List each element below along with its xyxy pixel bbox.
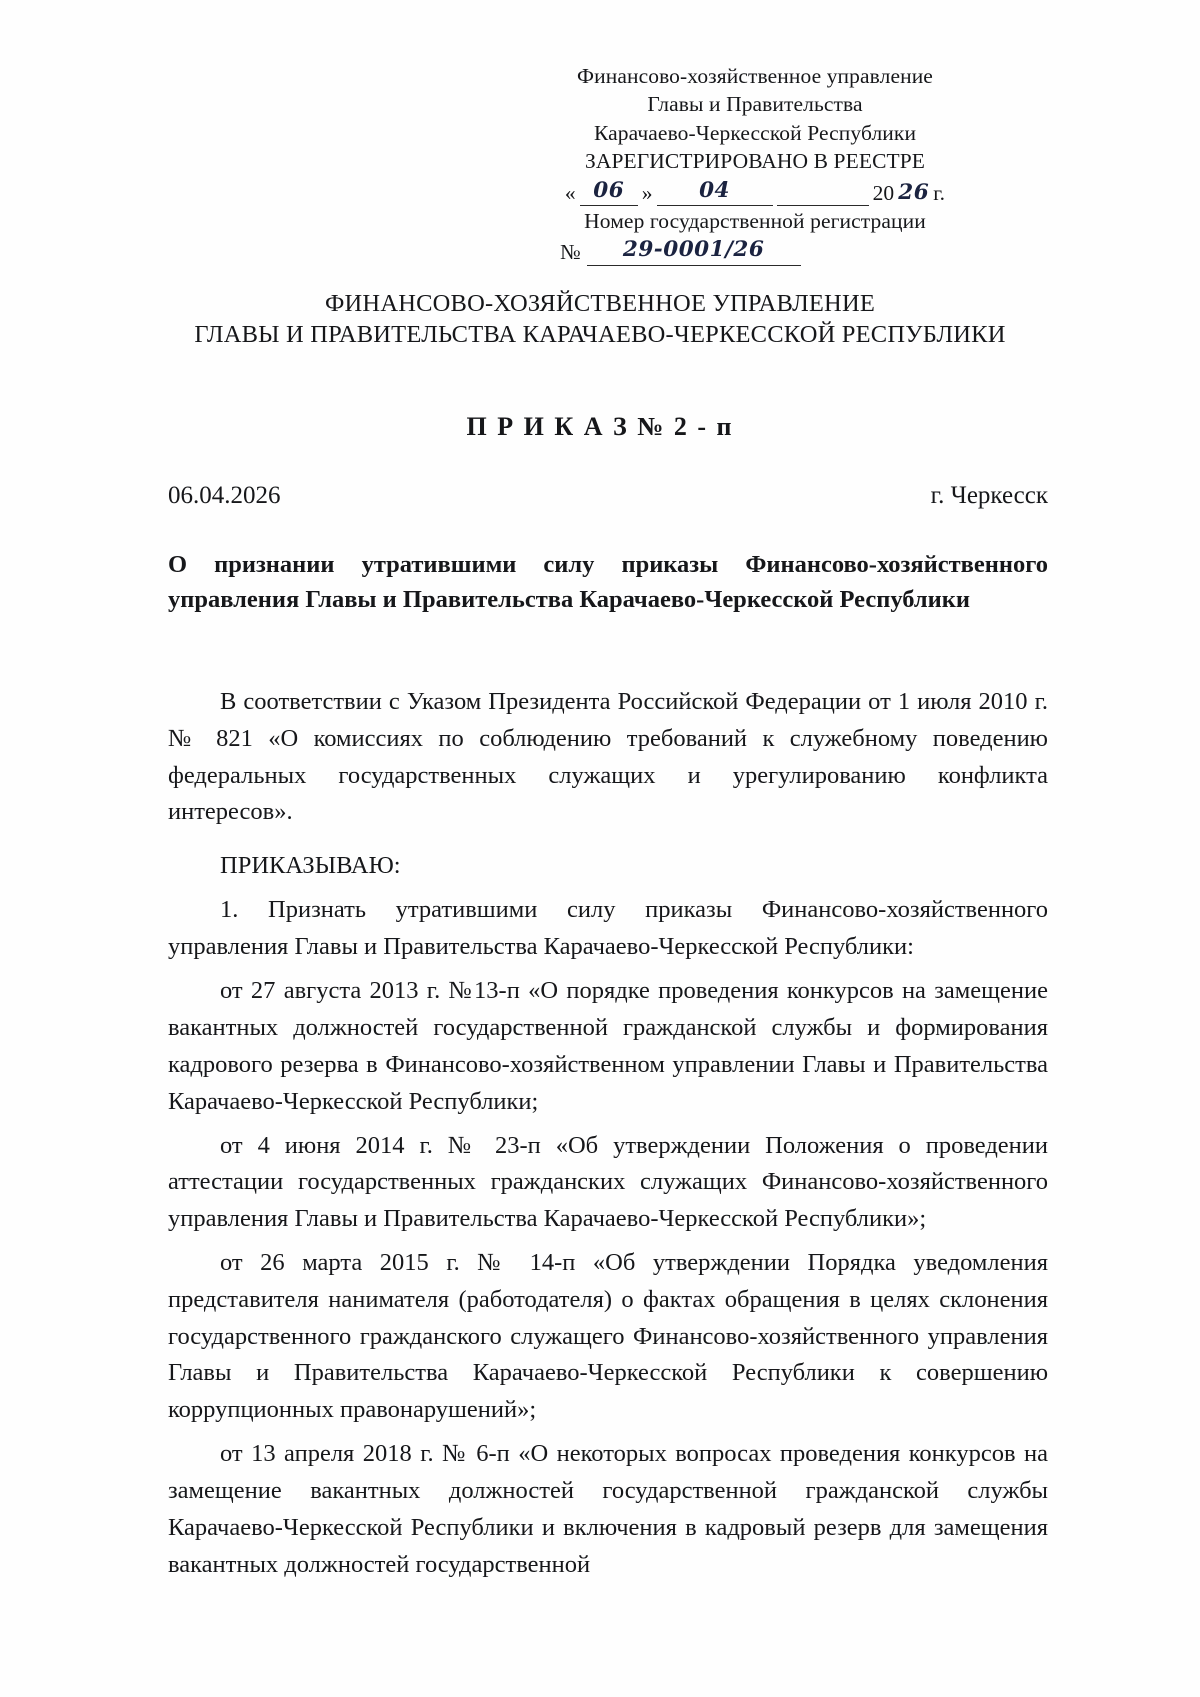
body-order-word: ПРИКАЗЫВАЮ: <box>220 852 401 880</box>
stamp-line-2: Главы и Правительства <box>647 92 863 117</box>
body-reference-4: от 13 апреля 2018 г. № 6-п «О некоторых вопросах проведения конкурсов на замещение вакантных должностей государственной гражданской службы Карачаево-Черкесской Республики и включения в кадровый резерв для замещения вакантных должностей государственной <box>168 1440 1048 1578</box>
body-item-1: 1. Признать утратившими силу приказы Финансово-хозяйственного управления Главы и Правительства Карачаево-Черкесской Республики: <box>168 896 1048 961</box>
organization-header <box>150 288 1050 351</box>
document-body <box>168 684 1048 1591</box>
order-subject: О признании утратившими силу приказы Финансово-хозяйственного управления Главы и Правительства Карачаево-Черкесской Республики <box>168 551 1048 613</box>
stamp-blank-line <box>777 177 869 206</box>
stamp-year-suffix: г. <box>933 180 946 205</box>
registration-stamp <box>520 62 990 267</box>
body-spacer <box>168 838 1048 848</box>
stamp-day-value: 06 <box>580 177 638 206</box>
order-city: г. Черкесск <box>930 482 1048 509</box>
body-reference-1: от 27 августа 2013 г. №13-п «О порядке проведения конкурсов на замещение вакантных должностей государственной гражданской службы и формирования кадрового резерва в Финансово-хозяйственном управлении Главы и Правительства Карачаево-Черкесской Республики; <box>168 977 1048 1115</box>
order-date: 06.04.2026 <box>168 482 281 509</box>
stamp-registered-label: ЗАРЕГИСТРИРОВАНО В РЕЕСТРЕ <box>584 149 926 174</box>
stamp-line-1: Финансово-хозяйственное управление <box>577 64 933 88</box>
stamp-year-value: 26 <box>898 179 930 205</box>
organization-line-1: ФИНАНСОВО-ХОЗЯЙСТВЕННОЕ УПРАВЛЕНИЕ <box>324 290 876 317</box>
stamp-regnumber-label: Номер государственной регистрации <box>584 208 926 233</box>
number-sign: № <box>560 240 581 265</box>
quote-open: « <box>564 180 576 205</box>
organization-line-2: ГЛАВЫ И ПРАВИТЕЛЬСТВА КАРАЧАЕВО-ЧЕРКЕССКОЙ РЕСПУБЛИКИ <box>194 321 1006 349</box>
stamp-year-prefix: 20 <box>872 180 895 205</box>
order-title: П Р И К А З № 2 - п <box>466 412 734 441</box>
stamp-date-line <box>520 178 990 207</box>
body-preamble: В соответствии с Указом Президента Российской Федерации от 1 июля 2010 г. № 821 «О комиссиях по соблюдению требований к служебному поведению федеральных государственных служащих и урегулированию конфликта интересов». <box>168 688 1048 826</box>
date-city-row <box>168 482 1048 510</box>
body-reference-2: от 4 июня 2014 г. № 23-п «Об утверждении Положения о проведении аттестации государственных гражданских служащих Финансово-хозяйственного управления Главы и Правительства Карачаево-Черкесской Республики»; <box>168 1131 1048 1233</box>
stamp-regnumber-line <box>520 237 990 266</box>
quote-close: » <box>641 180 653 205</box>
stamp-line-3: Карачаево-Черкесской Республики <box>593 120 917 145</box>
stamp-regnumber-value: 29-0001/26 <box>587 236 801 265</box>
body-reference-3: от 26 марта 2015 г. № 14-п «Об утверждении Порядка уведомления представителя нанимателя (работодателя) о фактах обращения в целях склонения государственного гражданского служащего Финансово-хозяйственного управления Главы и Правительства Карачаево-Черкесской Республики к совершению коррупционных правонарушений»; <box>168 1249 1048 1424</box>
stamp-month-value: 04 <box>657 177 773 206</box>
